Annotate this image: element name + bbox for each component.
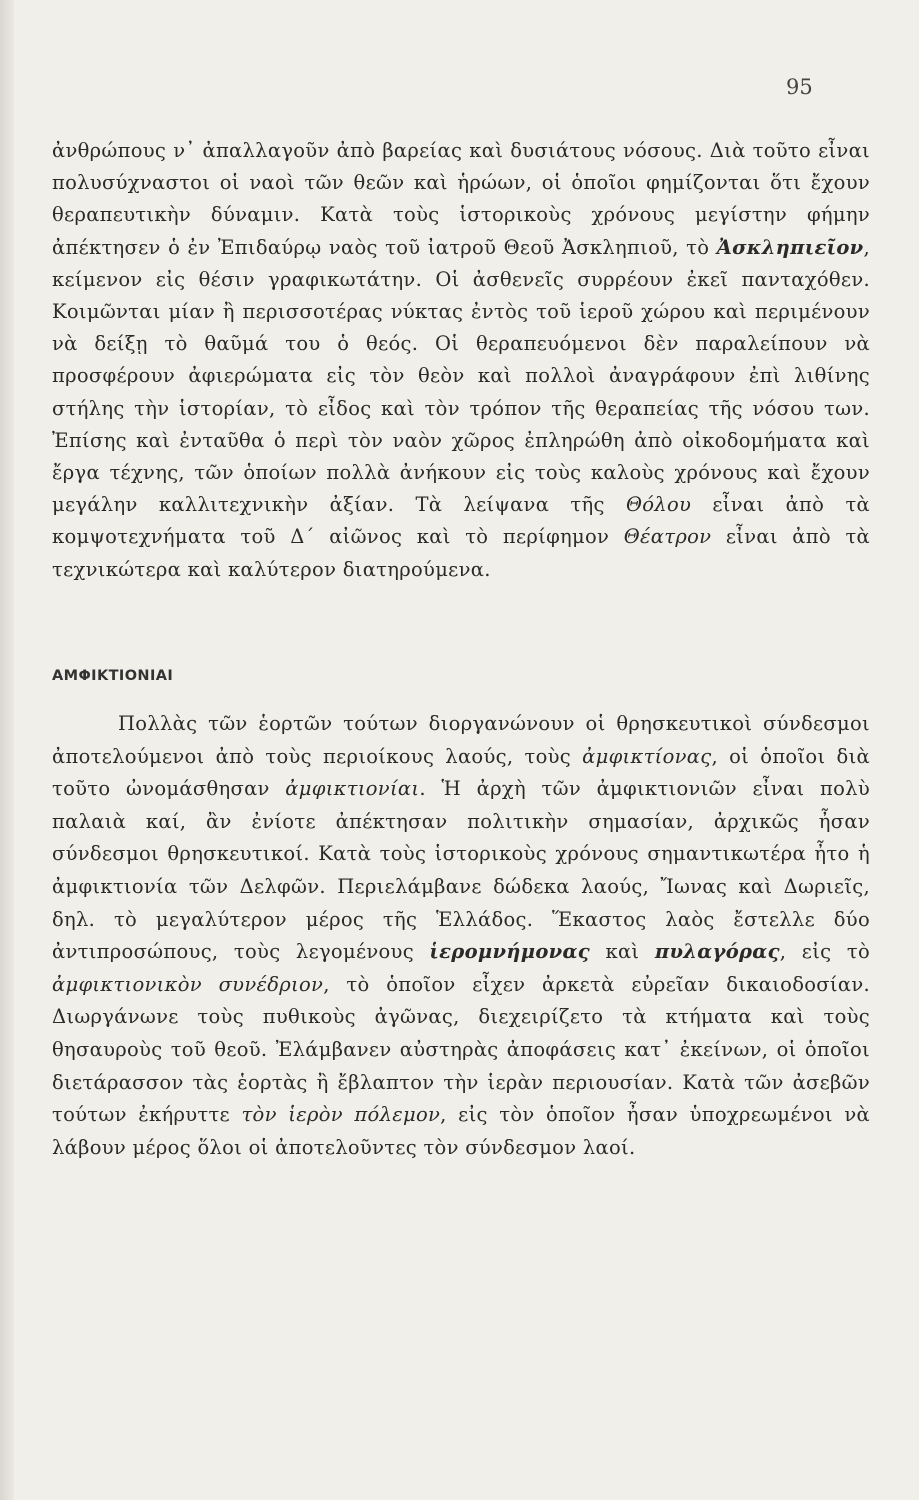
- italic-term: Θόλου: [625, 493, 692, 517]
- italic-term: ἀμφικτιονίαι: [285, 777, 420, 801]
- italic-term: τὸν ἱερὸν πόλεμον: [241, 1103, 441, 1127]
- text-run: , εἰς τὸ: [779, 940, 870, 964]
- text-run: , κείμενον εἰς θέσιν γραφικωτάτην. Οἱ ἀσθενεῖς συρρέουν ἐκεῖ πανταχόθεν. Κοιμῶνται μίαν ἢ περισσοτέρας νύκτας ἐντὸς τοῦ ἱεροῦ χώρου καὶ περιμένουν νὰ δείξῃ τὸ θαῦμά του ὁ θεός. Οἱ θεραπευόμενοι δὲν παραλείπουν νὰ προσφέρουν ἀφιερώματα εἰς τὸν θεὸν καὶ πολλοὶ ἀναγράφουν ἐπὶ λιθίνης στήλης τὴν ἱστορίαν, τὸ εἶδος καὶ τὸν τρόπον τῆς θεραπείας τῆς νόσου των. Ἐπίσης καὶ ἐνταῦθα ὁ περὶ τὸν ναὸν χῶρος ἐπληρώθη ἀπὸ οἰκοδομήματα καὶ ἔργα τέχνης, τῶν ὁποίων πολλὰ ἀνήκουν εἰς τοὺς καλοὺς χρόνους καὶ ἔχουν μεγάλην καλλιτεχνικὴν ἀξίαν. Τὰ λείψανα τῆς: [52, 235, 870, 517]
- section-heading: ΑΜΦΙΚΤΙΟΝΙΑΙ: [52, 668, 174, 684]
- bold-term: Ἀσκληπιεῖον: [716, 235, 864, 259]
- page-number: 95: [786, 75, 813, 99]
- text-run: . Ἡ ἀρχὴ τῶν ἀμφικτιονιῶν εἶναι πολὺ παλαιὰ καί, ἂν ἐνίοτε ἀπέκτησαν πολιτικὴν σημασίαν, ἀρχικῶς ἦσαν σύνδεσμοι θρησκευτικοί. Κατὰ τοὺς ἱστορικοὺς χρόνους σημαντικωτέρα ἦτο ἡ ἀμφικτιονία τῶν Δελφῶν. Περιελάμβανε δώδεκα λαούς, Ἴωνας καὶ Δωριεῖς, δηλ. τὸ μεγαλύτερον μέρος τῆς Ἑλλάδος. Ἕκαστος λαὸς ἔστελλε δύο ἀντιπροσώπους, τοὺς λεγομένους: [52, 777, 870, 964]
- text-run: καὶ: [589, 940, 655, 964]
- paragraph-asklepieion: [52, 135, 870, 586]
- bold-term: ἱερομνήμονας: [429, 940, 590, 964]
- italic-term: Θέατρον: [623, 525, 712, 549]
- italic-term: ἀμφικτιονικὸν συνέδριον: [52, 972, 324, 996]
- text-run: , τὸ ὁποῖον εἶχεν ἀρκετὰ εὐρεῖαν δικαιοδοσίαν. Διωργάνωνε τοὺς πυθικοὺς ἀγῶνας, διεχειρίζετο τὰ κτήματα καὶ τοὺς θησαυροὺς τοῦ θεοῦ. Ἐλάμβανεν αὐστηρὰς ἀποφάσεις κατ᾽ ἐκείνων, οἱ ὁποῖοι διετάρασσον τὰς ἑορτὰς ἢ ἔβλαπτον τὴν ἱερὰν περιουσίαν. Κατὰ τῶν ἀσεβῶν τούτων ἐκήρυττε: [52, 972, 870, 1127]
- text-run: ἀνθρώπους ν᾽ ἀπαλλαγοῦν ἀπὸ βαρείας καὶ δυσιάτους νόσους. Διὰ τοῦτο εἶναι πολυσύχναστοι οἱ ναοὶ τῶν θεῶν καὶ ἡρώων, οἱ ὁποῖοι φημίζονται ὅτι ἔχουν θεραπευτικὴν δύναμιν. Κατὰ τοὺς ἱστορικοὺς χρόνους μεγίστην φήμην ἀπέκτησεν ὁ ἐν Ἐπιδαύρῳ ναὸς τοῦ ἰατροῦ Θεοῦ Ἀσκληπιοῦ, τὸ: [52, 139, 870, 259]
- text-run: , οἱ ὁποῖοι διὰ τοῦτο ὠνομάσθησαν: [52, 744, 870, 801]
- text-run: , εἰς τὸν ὁποῖον ἦσαν ὑποχρεωμένοι νὰ λάβουν μέρος ὅλοι οἱ ἀποτελοῦντες τὸν σύνδεσμον λαοί.: [52, 1103, 871, 1159]
- page-edge: [0, 0, 14, 1500]
- paragraph-amphictyonies: [52, 708, 870, 1164]
- bold-term: πυλαγόρας: [654, 940, 780, 964]
- text-run: Πολλὰς τῶν ἑορτῶν τούτων διοργανώνουν οἱ θρησκευτικοὶ σύνδεσμοι ἀποτελούμενοι ἀπὸ τοὺς περιοίκους λαούς, τοὺς: [52, 712, 870, 768]
- text-run: εἶναι ἀπὸ τὰ κομψοτεχνήματα τοῦ Δ΄ αἰῶνος καὶ τὸ περίφημον: [52, 493, 870, 549]
- text-run: εἶναι ἀπὸ τὰ τεχνικώτερα καὶ καλύτερον διατηρούμενα.: [52, 525, 871, 581]
- italic-term: ἀμφικτίονας: [582, 744, 712, 768]
